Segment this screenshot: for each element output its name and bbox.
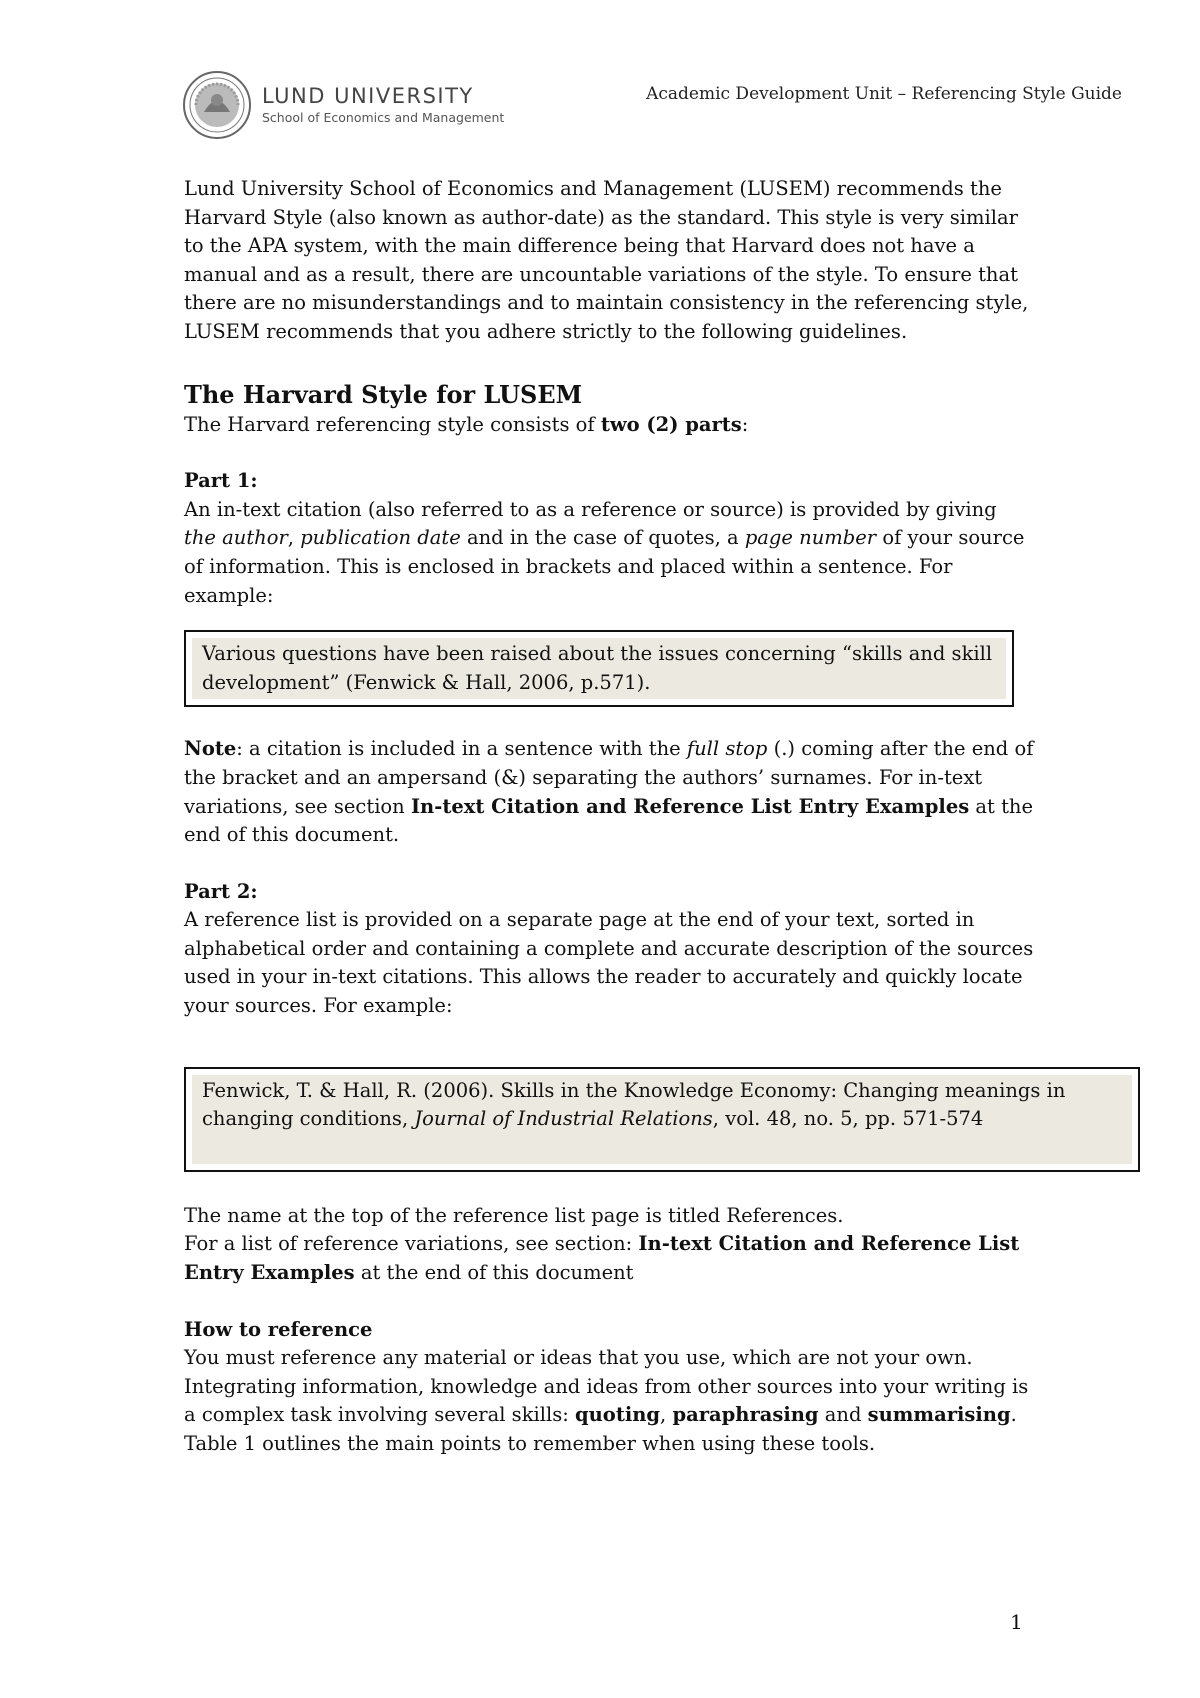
reference-variations-note: For a list of reference variations, see section: In-text Citation and Reference List Entry Examples at the end of this document xyxy=(184,1232,1020,1285)
document-body xyxy=(184,175,1066,1459)
page-number: 1 xyxy=(1010,1610,1023,1634)
intro-paragraph: Lund University School of Economics and Management (LUSEM) recommends the Harvard Style (also known as author-date) as the standard. This style is very similar to the APA system, with the main difference being that Harvard does not have a manual and as a result, there are uncountable variations of the style. To ensure that there are no misunderstandings and to maintain consistency in the referencing style, LUSEM recommends that you adhere strictly to the following guidelines. xyxy=(184,177,1029,343)
part1-heading: Part 1: xyxy=(184,469,258,493)
part2-heading: Part 2: xyxy=(184,879,258,903)
header-title: Academic Development Unit – Referencing Style Guide xyxy=(646,84,1122,104)
reference-example: Fenwick, T. & Hall, R. (2006). Skills in the Knowledge Economy: Changing meanings in changing conditions, Journal of Industrial Relations, vol. 48, no. 5, pp. 571-574 xyxy=(192,1075,1132,1164)
section-heading: The Harvard Style for LUSEM xyxy=(184,379,583,409)
section-lead: The Harvard referencing style consists of two (2) parts: xyxy=(184,412,749,436)
citation-example-box xyxy=(184,630,1014,707)
reference-example-box xyxy=(184,1067,1140,1172)
part1-paragraph: An in-text citation (also referred to as a reference or source) is provided by giving the author, publication date and in the case of quotes, a page number of your source of information. This is enclosed in brackets and placed within a sentence. For example: xyxy=(184,497,1025,607)
citation-example: Various questions have been raised about the issues concerning “skills and skill development” (Fenwick & Hall, 2006, p.571). xyxy=(192,638,1006,699)
page-header xyxy=(182,70,1122,150)
university-seal-icon xyxy=(182,70,252,140)
note-paragraph: Note: a citation is included in a sentence with the full stop (.) coming after the end of the bracket and an ampersand (&) separating the authors’ surnames. For in-text variations, see section In-text Citation and Reference List Entry Examples at the end of this document. xyxy=(184,737,1034,847)
how-to-heading: How to reference xyxy=(184,1317,373,1341)
how-to-paragraph: You must reference any material or ideas that you use, which are not your own. Integrating information, knowledge and ideas from other sources into your writing is a complex task involving several skills: quoting, paraphrasing and summarising. Table 1 outlines the main points to remember when using these tools. xyxy=(184,1346,1029,1455)
university-name: LUND UNIVERSITY xyxy=(262,84,474,108)
references-title-note: The name at the top of the reference list page is titled References. xyxy=(184,1203,844,1227)
school-name: School of Economics and Management xyxy=(262,110,505,125)
part2-paragraph: A reference list is provided on a separate page at the end of your text, sorted in alphabetical order and containing a complete and accurate description of the sources used in your in-text citations. This allows the reader to accurately and quickly locate your sources. For example: xyxy=(184,908,1034,1018)
university-logo xyxy=(182,70,504,140)
